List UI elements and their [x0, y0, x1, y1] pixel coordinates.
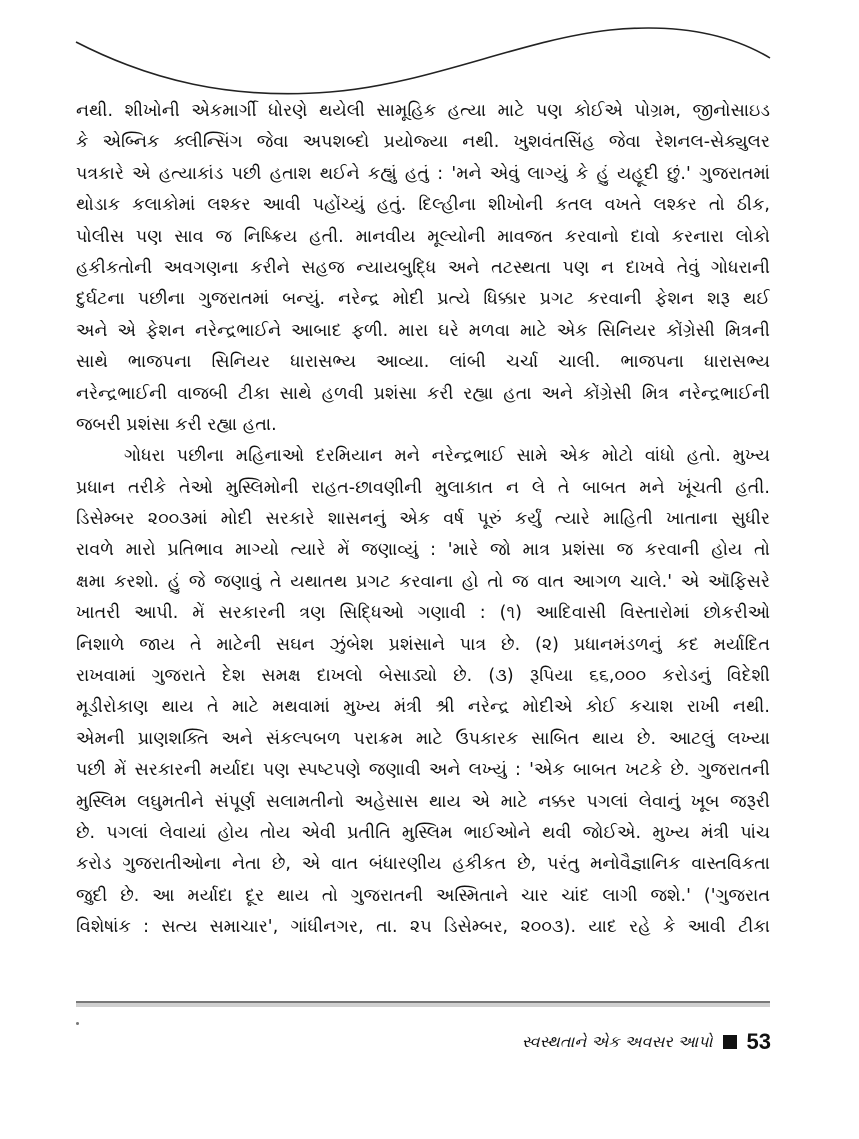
text-line: નિશાળે જાય તે માટેની સઘન ઝુંબેશ પ્રશંસાને પાત્ર છે. (૨) પ્રધાનમંડળનું કદ મર્યાદિત	[76, 634, 770, 655]
text-line: નરેન્દ્રભાઈની વાજબી ટીકા સાથે હળવી પ્રશંસા કરી રહ્યા હતા અને કોંગ્રેસી મિત્ર નરેન્દ્રભાઈની	[76, 383, 770, 404]
text-line: અને એ ફેશન નરેન્દ્રભાઈને આબાદ ફળી. મારા ઘરે મળવા માટે એક સિનિયર કોંગ્રેસી મિત્રની	[76, 320, 770, 341]
body-text	[76, 96, 770, 944]
text-line: નથી. શીખોની એકમાર્ગી ધોરણે થયેલી સામૂહિક હત્યા માટે પણ કોઈએ પોગ્રમ, જીનોસાઇડ	[76, 101, 770, 121]
text-line: મુસ્લિમ લઘુમતીને સંપૂર્ણ સલામતીનો અહેસાસ થાય એ માટે નક્કર પગલાં લેવાનું ખૂબ જરૂરી	[76, 791, 770, 812]
text-line: રાખવામાં ગુજરાતે દેશ સમક્ષ દાખલો બેસાડ્યો છે. (૩) રૂપિયા ૬૬,૦૦૦ કરોડનું વિદેશી	[76, 666, 770, 687]
page-footer	[522, 1025, 771, 1059]
text-line: રાવળે મારો પ્રતિભાવ માગ્યો ત્યારે મેં જણાવ્યું : 'મારે જો માત્ર પ્રશંસા જ કરવાની હોય તો	[76, 540, 770, 561]
paragraph-start-line: ગોધરા પછીના મહિનાઓ દરમિયાન મને નરેન્દ્રભાઈ સામે એક મોટો વાંધો હતો. મુખ્ય	[124, 446, 770, 467]
text-line: જુદી છે. આ મર્યાદા દૂર થાય તો ગુજરાતની અસ્મિતાને ચાર ચાંદ લાગી જશે.' ('ગુજરાત	[76, 885, 770, 906]
text-line: મૂડીરોકાણ થાય તે માટે મથવામાં મુખ્ય મંત્રી શ્રી નરેન્દ્ર મોદીએ કોઈ કચાશ રાખી નથી.	[76, 697, 770, 718]
text-line: કરોડ ગુજરાતીઓના નેતા છે, એ વાત બંધારણીય હકીકત છે, પરંતુ મનોવૈજ્ઞાનિક વાસ્તવિકતા	[76, 854, 770, 875]
text-line: ડિસેમ્બર ૨૦૦૩માં મોદી સરકારે શાસનનું એક વર્ષ પૂરું કર્યું ત્યારે માહિતી ખાતાના સુધીર	[76, 509, 770, 530]
square-bullet-icon	[723, 1035, 737, 1049]
text-line: વિશેષાંક : સત્ય સમાચાર', ગાંધીનગર, તા. ૨૫ ડિસેમ્બર, ૨૦૦૩). યાદ રહે કે આવી ટીકા	[76, 917, 770, 938]
text-line: ક્ષમા કરશો. હું જે જણાવું તે યથાતથ પ્રગટ કરવાના હો તો જ વાત આગળ ચાલે.' એ ઑફિસરે	[76, 571, 770, 592]
text-line: એમની પ્રાણશક્તિ અને સંકલ્પબળ પરાક્રમ માટે ઉપકારક સાબિત થાય છે. આટલું લખ્યા	[76, 728, 770, 749]
decorative-wave	[0, 0, 859, 110]
print-dot	[76, 1022, 79, 1025]
text-line: થોડાક કલાકોમાં લશ્કર આવી પહોંચ્યું હતું. દિલ્હીના શીખોની કતલ વખતે લશ્કર તો ઠીક,	[76, 195, 770, 216]
text-line: પોલીસ પણ સાવ જ નિષ્ક્રિય હતી. માનવીય મૂલ્યોની માવજત કરવાનો દાવો કરનારા લોકો	[76, 226, 770, 247]
paragraph-end-line: જબરી પ્રશંસા કરી રહ્યા હતા.	[76, 414, 277, 435]
text-line: હકીકતોની અવગણના કરીને સહજ ન્યાયબુદ્ધિ અને તટસ્થતા પણ ન દાખવે તેવું ગોધરાની	[76, 257, 770, 278]
running-footer-title: સ્વસ્થતાને એક અવસર આપો	[521, 1032, 713, 1051]
text-line: પત્રકારે એ હત્યાકાંડ પછી હતાશ થઈને કહ્યું હતું : 'મને એવું લાગ્યું કે હું યહૂદી છું.' ગુજરાતમાં	[76, 163, 770, 184]
text-line: કે એબ્નિક ક્લીન્સિંગ જેવા અપશબ્દો પ્રયોજ્યા નથી. ખુશવંતસિંહ જેવા રેશનલ-સેક્યુલર	[76, 132, 770, 153]
text-line: સાથે ભાજપના સિનિયર ધારાસભ્ય આવ્યા. લાંબી ચર્ચા ચાલી. ભાજપના ધારાસભ્ય	[76, 352, 770, 373]
text-line: ખાતરી આપી. મેં સરકારની ત્રણ સિદ્ધિઓ ગણાવી : (૧) આદિવાસી વિસ્તારોમાં છોકરીઓ	[76, 603, 770, 624]
text-line: પછી મેં સરકારની મર્યાદા પણ સ્પષ્ટપણે જણાવી અને લખ્યું : 'એક બાબત ખટકે છે. ગુજરાતની	[76, 760, 770, 781]
text-line: પ્રધાન તરીકે તેઓ મુસ્લિમોની રાહત-છાવણીની મુલાકાત ન લે તે બાબત મને ખૂંચતી હતી.	[76, 477, 770, 498]
text-line: છે. પગલાં લેવાયાં હોય તોય એવી પ્રતીતિ મુસ્લિમ ભાઈઓને થવી જોઈએ. મુખ્ય મંત્રી પાંચ	[76, 822, 770, 843]
text-line: દુર્ઘટના પછીના ગુજરાતમાં બન્યું. નરેન્દ્ર મોદી પ્રત્યે ધિક્કાર પ્રગટ કરવાની ફેશન શરૂ થઈ	[76, 289, 770, 310]
page-number: 53	[746, 1029, 771, 1054]
footer-rule	[76, 1001, 770, 1007]
